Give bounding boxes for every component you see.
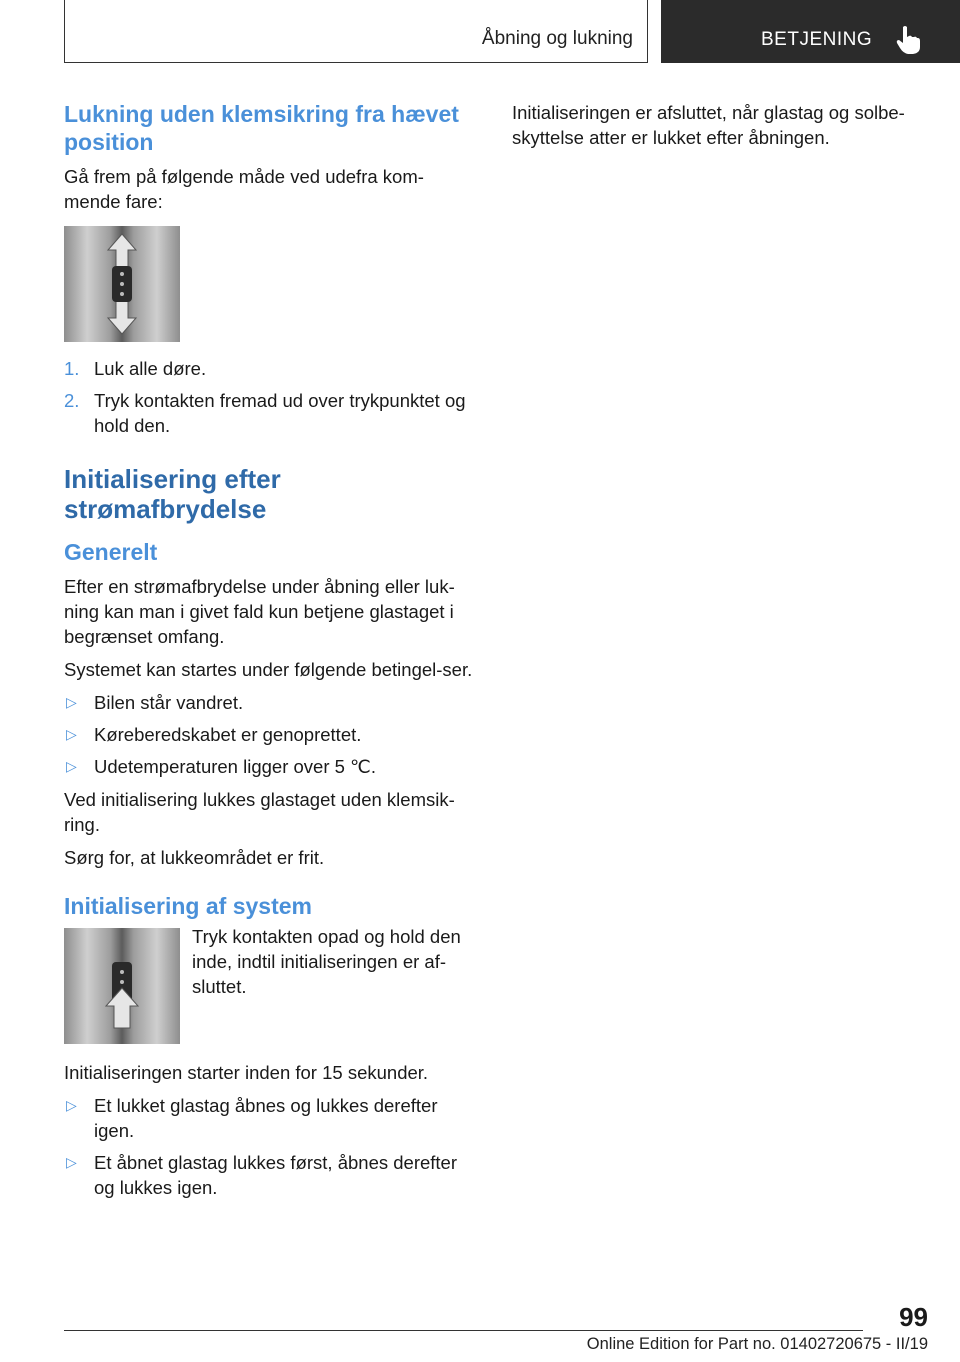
triangle-bullet-icon: ▷ (66, 694, 77, 710)
condition-item (64, 690, 476, 715)
condition-item (64, 754, 476, 779)
footer-divider (64, 1330, 863, 1331)
para-ved: Ved initialisering lukkes glastaget uden klemsik-ring. (64, 789, 455, 835)
para-starter: Initialiseringen starter inden for 15 sekunder. (64, 1062, 429, 1083)
condition-item (64, 722, 476, 747)
para-system: Tryk kontakten opad og hold den inde, indtil initialiseringen er af-sluttet. (192, 926, 461, 997)
switch-forward-image (64, 226, 180, 342)
triangle-bullet-icon: ▷ (66, 1097, 77, 1113)
switch-up-image (64, 928, 180, 1044)
right-column (512, 100, 917, 158)
condition-text: Udetemperaturen ligger over 5 ℃. (94, 756, 376, 777)
header-chapter-title: BETJENING (761, 29, 873, 50)
para-generelt-1: Efter en strømafbrydelse under åbning eller luk-ning kan man i givet fald kun betjene glastaget i begrænset omfang. (64, 576, 455, 647)
heading-initialisering: Initialisering efter strømafbrydelse (64, 464, 281, 524)
conditions-list (64, 690, 476, 779)
heading-generelt: Generelt (64, 539, 158, 565)
triangle-bullet-icon: ▷ (66, 1154, 77, 1170)
step-number: 1. (64, 358, 80, 379)
left-column (64, 100, 476, 1208)
heading-lukning: Lukning uden klemsikring fra hævet position (64, 101, 459, 155)
starter-item (64, 1150, 476, 1200)
heading-system: Initialisering af system (64, 893, 312, 919)
page-number: 99 (899, 1302, 928, 1332)
step-item (64, 388, 476, 438)
pointing-hand-icon (895, 25, 921, 55)
para-lukning: Gå frem på følgende måde ved udefra kom-mende fare: (64, 166, 424, 212)
steps-list (64, 356, 476, 438)
step-item (64, 356, 476, 381)
header-chapter-tab (661, 0, 960, 63)
condition-text: Bilen står vandret. (94, 692, 244, 713)
step-text: Luk alle døre. (94, 358, 207, 379)
triangle-bullet-icon: ▷ (66, 726, 77, 742)
para-sorg: Sørg for, at lukkeområdet er frit. (64, 847, 325, 868)
init-row (64, 928, 476, 1050)
header-section-title: Åbning og lukning (481, 28, 633, 49)
header-section-box (64, 0, 648, 63)
starter-text: Et lukket glastag åbnes og lukkes derefter igen. (94, 1095, 438, 1141)
para-generelt-2: Systemet kan startes under følgende betingel-ser. (64, 659, 473, 680)
condition-text: Køreberedskabet er genoprettet. (94, 724, 362, 745)
step-text: Tryk kontakten fremad ud over trykpunktet og hold den. (94, 390, 466, 436)
starter-list (64, 1093, 476, 1200)
para-afsluttet: Initialiseringen er afsluttet, når glastag og solbe-skyttelse atter er lukket efter åbningen. (512, 102, 905, 148)
triangle-bullet-icon: ▷ (66, 758, 77, 774)
starter-item (64, 1093, 476, 1143)
starter-text: Et åbnet glastag lukkes først, åbnes derefter og lukkes igen. (94, 1152, 457, 1198)
footer-edition: Online Edition for Part no. 01402720675 - II/19 (586, 1335, 928, 1353)
step-number: 2. (64, 390, 80, 411)
